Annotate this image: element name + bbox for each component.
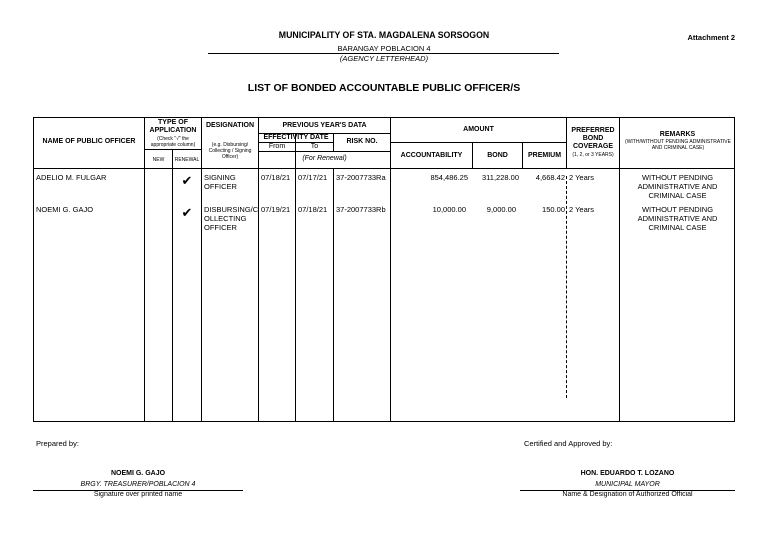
col-header-new: NEW [152,157,165,163]
designation-line: OLLECTING [204,214,247,223]
row-rule [144,149,201,150]
designation-line: SIGNING [204,173,236,182]
col-rule [390,117,391,422]
designation-line: OFFICER [204,182,237,191]
officer-name: NOEMI G. GAJO [36,205,94,214]
col-header-accountability: ACCOUNTABILITY [400,152,463,159]
col-header-premium: PREMIUM [527,152,562,159]
bond-value: 311,228.00 [482,173,519,182]
col-rule [333,168,334,422]
agency-letterhead-label: (AGENCY LETTERHEAD) [339,54,429,63]
effectivity-from: 07/18/21 [261,173,291,182]
approver-title: MUNICIPAL MAYOR [595,481,660,488]
officer-name: ADELIO M. FULGAR [36,173,107,182]
barangay-label: BARANGAY POBLACION 4 [337,44,431,53]
preparer-name: NOEMI G. GAJO [110,470,166,477]
col-header-coverage-note: (1, 2, or 3 YEARS) [572,152,614,158]
header-bottom-rule [33,168,735,169]
col-rule [295,133,296,422]
attachment-label: Attachment 2 [687,33,735,42]
col-header-to: To [310,143,319,150]
approver-name: HON. EDUARDO T. LOZANO [580,470,675,477]
col-header-designation-note: (e.g. Disbursing/ Collecting / Signing Officer) [208,142,252,160]
col-header-amount: AMOUNT [463,126,494,133]
effectivity-to: 07/18/21 [298,205,328,214]
col-header-name: NAME OF PUBLIC OFFICER [42,138,136,145]
col-header-previous-data: PREVIOUS YEAR'S DATA [282,122,367,129]
premium-value: 150.00 [542,205,565,214]
col-header-type-note: (Check "√" the appropriate column) [150,136,196,148]
designation-line: DISBURSING/C [204,205,259,214]
col-rule [619,117,620,422]
renewal-checkmark: ✔ [181,173,193,188]
col-header-remarks-note: (WITH/WITHOUT PENDING ADMINISTRATIVE AND CRIMINAL CASE) [625,139,731,151]
col-header-for-renewal: (For Renewal) [302,155,347,162]
remarks-line: ADMINISTRATIVE AND [637,182,718,191]
col-header-renewal: RENEWAL [174,157,200,163]
effectivity-from: 07/19/21 [261,205,291,214]
coverage-value: 2 Years [569,173,595,182]
prepared-by-label: Prepared by: [36,439,79,448]
col-header-coverage: PREFERRED BOND COVERAGE [571,127,615,150]
col-header-risk: RISK NO. [346,138,378,145]
renewal-checkmark: ✔ [181,205,193,220]
col-header-bond: BOND [487,152,508,159]
bond-value: 9,000.00 [486,205,516,214]
risk-number: 37-2007733Ra [336,173,386,182]
col-header-designation: DESIGNATION [205,122,255,129]
preparer-title: BRGY. TREASURER/POBLACION 4 [80,481,196,488]
preparer-caption: Signature over printed name [93,491,183,498]
col-rule [172,149,173,422]
municipality-heading: MUNICIPALITY OF STA. MAGDALENA SORSOGON [278,30,490,41]
risk-number: 37-2007733Rb [336,205,386,214]
col-header-type: TYPE OF APPLICATION [149,119,197,134]
col-rule [201,117,202,422]
remarks-line: CRIMINAL CASE [648,191,707,200]
col-rule [258,117,259,422]
remarks-line: CRIMINAL CASE [648,223,707,232]
col-header-effectivity: EFFECTIVITY DATE [263,134,329,141]
table-frame [33,117,735,422]
designation-line: OFFICER [204,223,237,232]
accountability-value: 854,486.25 [430,173,468,182]
coverage-value: 2 Years [569,205,595,214]
col-header-remarks: REMARKS [659,131,696,138]
document-title: LIST OF BONDED ACCOUNTABLE PUBLIC OFFICER/S [247,82,521,94]
effectivity-to: 07/17/21 [298,173,328,182]
row-rule [390,142,566,143]
certified-by-label: Certified and Approved by: [524,439,613,448]
remarks-line: WITHOUT PENDING [641,173,714,182]
col-rule-dashed [566,176,567,398]
row-rule [258,151,390,152]
col-header-from: From [268,143,286,150]
remarks-line: ADMINISTRATIVE AND [637,214,718,223]
premium-value: 4,668.42 [535,173,565,182]
remarks-line: WITHOUT PENDING [641,205,714,214]
approver-caption: Name & Designation of Authorized Official [562,491,693,498]
col-rule [566,117,567,168]
accountability-value: 10,000.00 [432,205,466,214]
